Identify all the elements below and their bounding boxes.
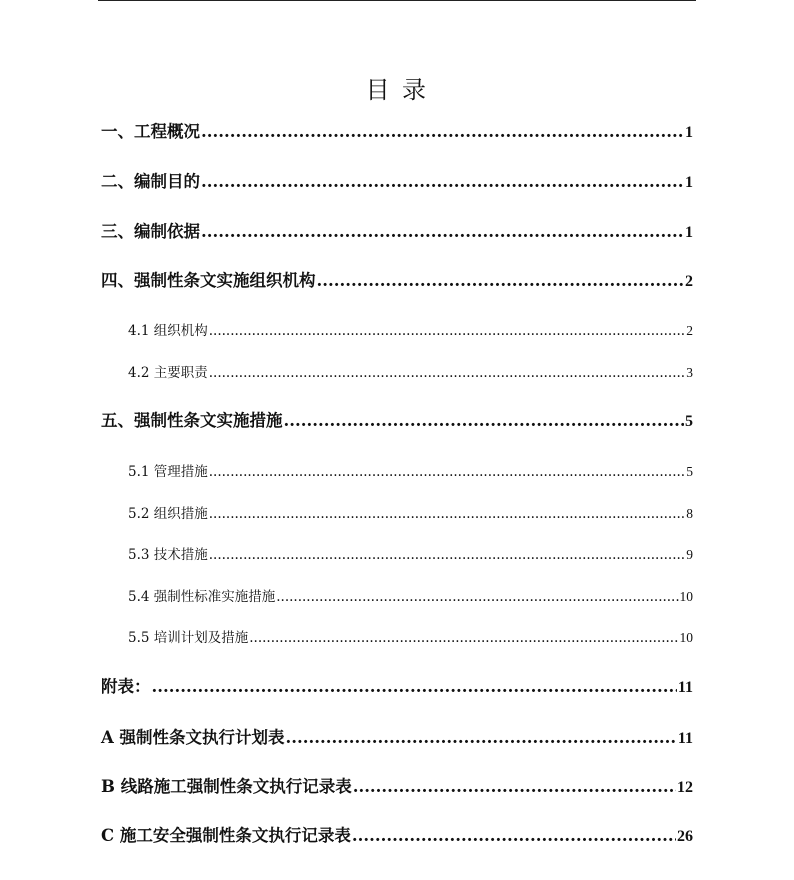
toc-entry-page: 1 (685, 174, 693, 191)
toc-dot-leader (201, 119, 684, 145)
toc-entry[interactable] (101, 119, 693, 145)
toc-entry[interactable] (128, 584, 693, 610)
toc-entry[interactable] (128, 318, 693, 344)
toc-dot-leader (249, 625, 678, 651)
toc-entry-page: 1 (685, 224, 693, 241)
toc-entry-page: 11 (677, 730, 693, 747)
toc-entry-label: 一、工程概况 (101, 122, 200, 141)
toc-entry-label: A 强制性条文执行计划表 (101, 728, 285, 747)
toc-entry[interactable] (128, 360, 693, 386)
toc-dot-leader (317, 268, 685, 294)
toc-entry-label: 二、编制目的 (101, 172, 200, 191)
toc-entry-label: 五、强制性条文实施措施 (101, 411, 283, 430)
toc-entry-label: C 施工安全强制性条文执行记录表 (101, 826, 351, 845)
toc-entry-page: 10 (679, 589, 693, 604)
toc-entry-label: 三、编制依据 (101, 222, 200, 241)
toc-dot-leader (286, 725, 677, 751)
toc-entry-label: 5.1 管理措施 (128, 464, 208, 480)
toc-dot-leader (209, 360, 685, 386)
toc-entry-label: B 线路施工强制性条文执行记录表 (101, 777, 352, 796)
toc-entry[interactable] (128, 542, 693, 568)
toc-entry-label: 5.2 组织措施 (128, 506, 208, 522)
toc-dot-leader (152, 674, 677, 700)
toc-entry-label: 5.3 技术措施 (128, 547, 208, 563)
toc-entry-label: 四、强制性条文实施组织机构 (101, 271, 316, 290)
toc-entry[interactable] (101, 219, 693, 245)
toc-dot-leader (353, 774, 676, 800)
toc-entry[interactable] (101, 268, 693, 294)
toc-entry[interactable] (101, 725, 693, 751)
toc-entry-page: 3 (686, 365, 693, 380)
toc-dot-leader (352, 823, 676, 849)
toc-entry-page: 11 (677, 679, 693, 696)
toc-entry-page: 5 (685, 413, 693, 430)
toc-entry[interactable] (128, 501, 693, 527)
toc-dot-leader (201, 169, 684, 195)
toc-entry-page: 10 (679, 630, 693, 645)
toc-entry-page: 2 (685, 273, 693, 290)
toc-entry-page: 2 (686, 323, 693, 338)
toc-entry-label: 4.2 主要职责 (128, 365, 208, 381)
toc-entry[interactable] (128, 459, 693, 485)
toc-dot-leader (276, 584, 678, 610)
toc-entry-page: 8 (686, 506, 693, 521)
toc-entry-label: 附表： (101, 677, 151, 696)
toc-entry[interactable] (101, 408, 693, 434)
toc-entry-page: 5 (686, 464, 693, 479)
toc-entry-page: 1 (685, 124, 693, 141)
toc-entry[interactable] (101, 674, 693, 700)
toc-entry-label: 4.1 组织机构 (128, 323, 208, 339)
toc-entry-page: 9 (686, 547, 693, 562)
toc-dot-leader (209, 459, 685, 485)
toc-entry-label: 5.5 培训计划及措施 (128, 630, 249, 646)
toc-dot-leader (209, 542, 685, 568)
toc-dot-leader (284, 408, 685, 434)
toc-entry-page: 26 (677, 828, 693, 845)
toc-dot-leader (209, 501, 685, 527)
toc-entry-page: 12 (677, 779, 693, 796)
toc-entry[interactable] (101, 823, 693, 849)
toc-dot-leader (209, 318, 685, 344)
toc-dot-leader (201, 219, 684, 245)
toc-entry[interactable] (101, 169, 693, 195)
toc-entry-label: 5.4 强制性标准实施措施 (128, 589, 276, 605)
toc-entry[interactable] (101, 774, 693, 800)
page-title: 目 录 (365, 76, 429, 104)
toc-entry[interactable] (128, 625, 693, 651)
